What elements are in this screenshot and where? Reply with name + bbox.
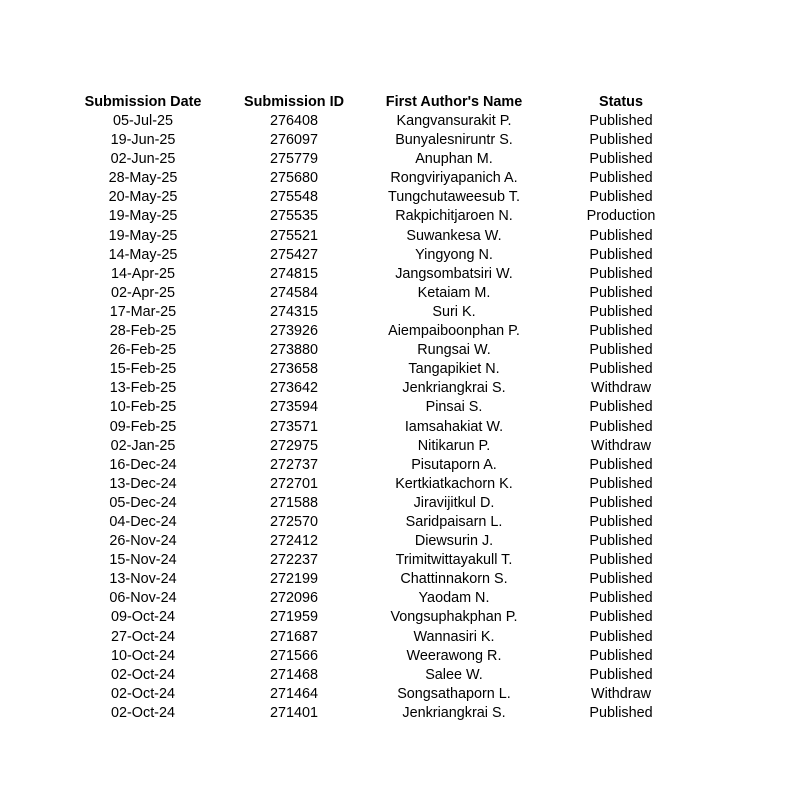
cell-submission-date: 13-Nov-24 <box>109 571 177 588</box>
cell-status: Withdraw <box>591 685 651 702</box>
cell-submission-id: 272412 <box>269 533 319 550</box>
cell-submission-date: 09-Oct-24 <box>111 609 175 626</box>
cell-submission-id: 275779 <box>269 151 319 168</box>
table-row <box>63 685 699 704</box>
cell-first-author-name: Salee W. <box>425 666 483 683</box>
cell-submission-id: 272237 <box>269 552 319 569</box>
table-row <box>63 456 699 475</box>
table-row <box>63 284 699 303</box>
cell-submission-date: 02-Jan-25 <box>110 437 176 454</box>
cell-submission-id: 274815 <box>269 265 319 282</box>
header-row <box>63 93 699 112</box>
table-row <box>63 666 699 685</box>
table-row <box>63 532 699 551</box>
cell-first-author-name: Iamsahakiat W. <box>404 418 504 435</box>
cell-status: Production <box>586 208 656 225</box>
cell-first-author-name: Jenkriangkrai S. <box>402 704 506 721</box>
header-submission-id: Submission ID <box>244 94 344 110</box>
cell-submission-date: 27-Oct-24 <box>111 628 175 645</box>
table-row <box>63 246 699 265</box>
cell-first-author-name: Nitikarun P. <box>417 437 491 454</box>
cell-status: Published <box>589 246 653 263</box>
table-row <box>63 647 699 666</box>
cell-status: Published <box>589 284 653 301</box>
cell-status: Published <box>589 494 653 511</box>
table-row <box>63 303 699 322</box>
cell-submission-date: 04-Dec-24 <box>109 513 177 530</box>
table-row <box>63 207 699 226</box>
cell-submission-date: 28-May-25 <box>108 170 178 187</box>
table-row <box>63 112 699 131</box>
table-row <box>63 551 699 570</box>
cell-first-author-name: Rungsai W. <box>417 342 491 359</box>
cell-first-author-name: Tungchutaweesub T. <box>387 189 520 206</box>
cell-first-author-name: Suwankesa W. <box>406 227 502 244</box>
cell-submission-date: 05-Jul-25 <box>113 113 173 129</box>
cell-submission-date: 02-Jun-25 <box>110 151 176 168</box>
cell-submission-id: 275535 <box>269 208 319 225</box>
cell-status: Published <box>589 189 653 206</box>
table-row <box>63 494 699 513</box>
cell-first-author-name: Trimitwittayakull T. <box>395 552 513 569</box>
table-row <box>63 475 699 494</box>
cell-submission-date: 28-Feb-25 <box>109 323 177 340</box>
table-row <box>63 227 699 246</box>
cell-submission-id: 271566 <box>269 647 319 664</box>
cell-first-author-name: Pisutaporn A. <box>411 456 497 473</box>
cell-status: Published <box>589 475 653 492</box>
table-body <box>63 112 699 723</box>
cell-status: Published <box>589 533 653 550</box>
cell-submission-date: 14-Apr-25 <box>111 265 175 282</box>
cell-status: Withdraw <box>591 380 651 397</box>
cell-submission-date: 13-Feb-25 <box>109 380 177 397</box>
header-first-author-name: First Author's Name <box>385 94 523 110</box>
submissions-table <box>63 93 699 723</box>
cell-status: Published <box>589 170 653 187</box>
table-row <box>63 265 699 284</box>
cell-status: Published <box>589 361 653 378</box>
cell-first-author-name: Jenkriangkrai S. <box>402 380 506 397</box>
cell-first-author-name: Kertkiatkachorn K. <box>395 475 513 492</box>
cell-submission-date: 17-Mar-25 <box>109 303 177 320</box>
cell-first-author-name: Tangapikiet N. <box>408 361 500 378</box>
cell-submission-id: 273658 <box>269 361 319 378</box>
cell-submission-date: 10-Feb-25 <box>109 399 177 416</box>
cell-submission-id: 272975 <box>269 437 319 454</box>
cell-first-author-name: Weerawong R. <box>406 647 502 664</box>
cell-submission-id: 272737 <box>269 456 319 473</box>
cell-submission-id: 273571 <box>269 418 319 435</box>
cell-submission-date: 19-May-25 <box>108 227 178 244</box>
cell-submission-date: 02-Apr-25 <box>111 284 175 301</box>
cell-status: Published <box>589 303 653 320</box>
cell-submission-date: 10-Oct-24 <box>111 647 175 664</box>
table-row <box>63 589 699 608</box>
cell-status: Published <box>589 399 653 416</box>
cell-first-author-name: Yingyong N. <box>415 246 493 263</box>
cell-submission-date: 26-Nov-24 <box>109 533 177 550</box>
cell-submission-id: 273594 <box>269 399 319 416</box>
cell-submission-date: 19-Jun-25 <box>110 132 176 149</box>
table-header <box>63 93 699 112</box>
cell-first-author-name: Bunyalesniruntr S. <box>395 132 513 149</box>
cell-submission-id: 272096 <box>269 590 319 607</box>
cell-submission-id: 275548 <box>269 189 319 206</box>
cell-status: Published <box>589 704 653 721</box>
table-row <box>63 131 699 150</box>
cell-first-author-name: Diewsurin J. <box>414 533 494 550</box>
cell-submission-date: 14-May-25 <box>108 246 178 263</box>
table-row <box>63 513 699 532</box>
cell-submission-date: 15-Feb-25 <box>109 361 177 378</box>
cell-first-author-name: Songsathaporn L. <box>397 685 511 702</box>
cell-submission-id: 276408 <box>269 113 319 129</box>
cell-submission-id: 271959 <box>269 609 319 626</box>
cell-first-author-name: Aiempaiboonphan P. <box>388 323 520 340</box>
cell-first-author-name: Yaodam N. <box>418 590 490 607</box>
table-row <box>63 341 699 360</box>
cell-status: Published <box>589 628 653 645</box>
cell-first-author-name: Pinsai S. <box>425 399 483 416</box>
cell-status: Published <box>589 113 653 129</box>
table-row <box>63 150 699 169</box>
cell-submission-date: 02-Oct-24 <box>111 704 175 721</box>
table-row <box>63 360 699 379</box>
cell-submission-date: 02-Oct-24 <box>111 666 175 683</box>
cell-submission-date: 16-Dec-24 <box>109 456 177 473</box>
cell-first-author-name: Jangsombatsiri W. <box>395 265 513 282</box>
cell-first-author-name: Rakpichitjaroen N. <box>395 208 513 225</box>
cell-status: Published <box>589 151 653 168</box>
cell-submission-date: 20-May-25 <box>108 189 178 206</box>
cell-first-author-name: Wannasiri K. <box>413 628 495 645</box>
cell-first-author-name: Ketaiam M. <box>417 284 491 301</box>
cell-submission-date: 06-Nov-24 <box>109 590 177 607</box>
cell-submission-date: 05-Dec-24 <box>109 494 177 511</box>
cell-submission-id: 273642 <box>269 380 319 397</box>
cell-first-author-name: Anuphan M. <box>415 151 493 168</box>
cell-submission-date: 13-Dec-24 <box>109 475 177 492</box>
cell-status: Published <box>589 132 653 149</box>
cell-submission-id: 273880 <box>269 342 319 359</box>
table-row <box>63 704 699 723</box>
cell-submission-id: 272701 <box>269 475 319 492</box>
cell-submission-date: 02-Oct-24 <box>111 685 175 702</box>
cell-status: Published <box>589 418 653 435</box>
cell-status: Published <box>589 342 653 359</box>
cell-submission-id: 276097 <box>269 132 319 149</box>
cell-submission-date: 19-May-25 <box>108 208 178 225</box>
cell-submission-date: 26-Feb-25 <box>109 342 177 359</box>
table-row <box>63 437 699 456</box>
cell-submission-id: 271401 <box>269 704 319 721</box>
cell-status: Published <box>589 552 653 569</box>
table-row <box>63 608 699 627</box>
cell-submission-date: 15-Nov-24 <box>109 552 177 569</box>
cell-first-author-name: Saridpaisarn L. <box>405 513 503 530</box>
cell-first-author-name: Suri K. <box>432 303 476 320</box>
table-row <box>63 418 699 437</box>
header-status: Status <box>599 94 643 110</box>
cell-submission-id: 271687 <box>269 628 319 645</box>
cell-submission-date: 09-Feb-25 <box>109 418 177 435</box>
cell-first-author-name: Vongsuphakphan P. <box>390 609 518 626</box>
cell-submission-id: 274584 <box>269 284 319 301</box>
cell-first-author-name: Jiravijitkul D. <box>413 494 495 511</box>
table-row <box>63 398 699 417</box>
cell-submission-id: 271464 <box>269 685 319 702</box>
table-row <box>63 570 699 589</box>
cell-submission-id: 274315 <box>269 303 319 320</box>
cell-submission-id: 273926 <box>269 323 319 340</box>
cell-submission-id: 272199 <box>269 571 319 588</box>
cell-first-author-name: Kangvansurakit P. <box>396 113 512 129</box>
cell-submission-id: 272570 <box>269 513 319 530</box>
cell-submission-id: 275680 <box>269 170 319 187</box>
cell-submission-id: 271588 <box>269 494 319 511</box>
cell-first-author-name: Rongviriyapanich A. <box>390 170 518 187</box>
table-row <box>63 628 699 647</box>
table-row <box>63 188 699 207</box>
cell-status: Published <box>589 513 653 530</box>
cell-status: Published <box>589 571 653 588</box>
cell-status: Published <box>589 647 653 664</box>
cell-status: Withdraw <box>591 437 651 454</box>
cell-status: Published <box>589 227 653 244</box>
cell-submission-id: 275521 <box>269 227 319 244</box>
cell-status: Published <box>589 609 653 626</box>
table-row <box>63 169 699 188</box>
cell-submission-id: 271468 <box>269 666 319 683</box>
cell-status: Published <box>589 666 653 683</box>
cell-status: Published <box>589 590 653 607</box>
cell-status: Published <box>589 456 653 473</box>
cell-first-author-name: Chattinnakorn S. <box>400 571 508 588</box>
header-submission-date: Submission Date <box>84 94 202 110</box>
table-row <box>63 379 699 398</box>
cell-submission-id: 275427 <box>269 246 319 263</box>
table-row <box>63 322 699 341</box>
cell-status: Published <box>589 265 653 282</box>
cell-status: Published <box>589 323 653 340</box>
